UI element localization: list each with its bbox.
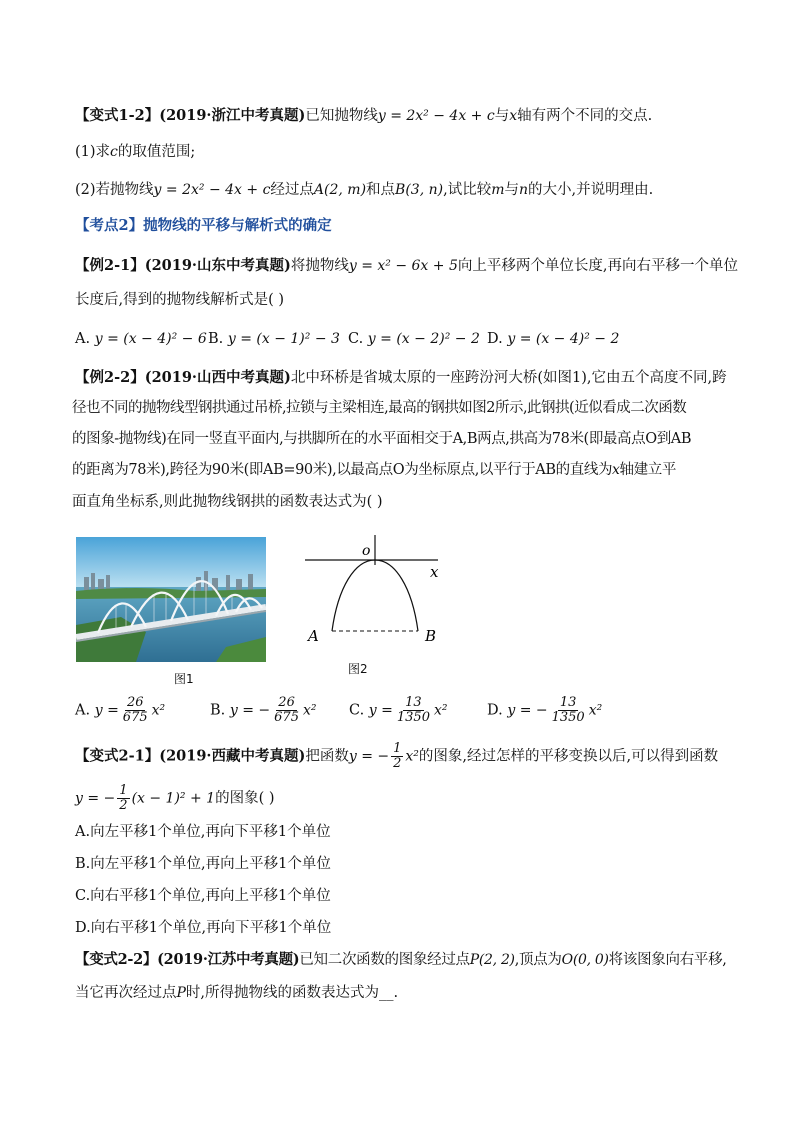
opt-label: C. — [349, 702, 365, 719]
frac-den: 2 — [119, 798, 128, 813]
frac-num: 26 — [278, 695, 295, 710]
parabola-diagram — [300, 535, 460, 653]
fig1-caption: 图1 — [174, 672, 194, 686]
e22-line4 — [72, 460, 676, 480]
frac-num: 1 — [393, 741, 402, 756]
label-a: A — [308, 627, 319, 645]
b22-l2-post: 时,所得抛物线的函数表达式为__. — [185, 985, 399, 1001]
opt-label: B. — [208, 331, 224, 347]
bridge-photo — [76, 537, 266, 662]
b12-text: 已知抛物线 — [305, 108, 378, 124]
e21-formula: y = x² − 6x + 5 — [348, 258, 458, 274]
b21-source: (2019·西藏中考真题) — [159, 747, 306, 765]
kaodian-heading — [75, 216, 332, 236]
b21-f2-pre: y = − — [75, 790, 116, 807]
b21-line1 — [75, 742, 718, 771]
opt-label: D. — [487, 331, 503, 347]
opt-expr: y = (x − 2)² − 2 — [367, 331, 480, 347]
e22-option-d[interactable] — [487, 696, 602, 725]
point-p: P(2, 2) — [469, 952, 515, 968]
e21-tag: 【例2-1】 — [75, 257, 145, 274]
parabola-curve — [332, 560, 418, 631]
opt-label: D. — [487, 702, 503, 719]
e22-line2: 径也不同的抛物线型钢拱通过吊桥,拉锁与主梁相连,最高的钢拱如图2所示,此钢拱(近似看成二次函数 — [72, 400, 687, 416]
e22-l4: 的距离为78米),跨径为90米(即AB=90米),以最高点O为坐标原点,以平行于AB的直线为 — [72, 462, 613, 478]
bridge-illustration — [76, 537, 266, 662]
point-a: A(2, m) — [313, 182, 367, 198]
frac-den: 675 — [274, 710, 299, 725]
b12-text2: 与 — [494, 108, 510, 124]
fig2-caption: 图2 — [348, 662, 368, 676]
b22-l2-pre: 当它再次经过点 — [75, 985, 177, 1001]
opt-fraction — [272, 696, 301, 725]
frac-num: 1 — [119, 783, 128, 798]
kaodian-tag: 【考点2】 — [75, 217, 144, 234]
b22-line2 — [75, 983, 398, 1003]
e21-option-d[interactable] — [487, 329, 619, 349]
opt-expr: y = (x − 4)² − 6 — [94, 331, 207, 347]
b12-q2 — [75, 180, 653, 200]
b12-q1-post: 的取值范围; — [117, 144, 196, 160]
b22-t2: ,顶点为 — [514, 952, 562, 968]
b12-q2-pre: (2)若抛物线 — [75, 182, 154, 198]
b12-q1-pre: (1)求 — [75, 144, 111, 160]
e21-option-a[interactable] — [75, 329, 207, 349]
opt-fraction — [550, 696, 587, 725]
b21-f1-post: x² — [405, 748, 419, 765]
label-b: B — [425, 627, 437, 645]
b12-formula: y = 2x² − 4x + c — [377, 108, 495, 124]
b21-f2-post: (x − 1)² + 1 — [131, 790, 216, 807]
b12-source: (2019·浙江中考真题) — [159, 107, 306, 124]
opt-expr: y = (x − 1)² − 3 — [227, 331, 340, 347]
opt-post: x² — [588, 702, 603, 719]
frac-num: 26 — [126, 695, 144, 710]
opt-fraction — [395, 696, 432, 725]
opt-label: A. — [75, 331, 91, 347]
e22-tag: 【例2-2】 — [75, 369, 145, 386]
b21-f1-fraction — [391, 742, 403, 771]
label-x: x — [430, 563, 439, 581]
b12-var-x: x — [509, 108, 518, 124]
b12-q2-mid: 经过点 — [270, 182, 314, 198]
b21-t3: 的图象( ) — [215, 790, 275, 807]
kaodian-title: 抛物线的平移与解析式的确定 — [143, 217, 332, 234]
e22-l1: 北中环桥是省城太原的一座跨汾河大桥(如图1),它由五个高度不同,跨 — [290, 370, 727, 386]
label-o: o — [362, 543, 371, 559]
var-n: n — [518, 182, 529, 198]
e21-line2: 长度后,得到的抛物线解析式是( ) — [75, 292, 285, 308]
e22-l4-end: 轴建立平 — [619, 462, 676, 478]
e22-l4-var: x — [612, 462, 620, 478]
b21-option-b[interactable]: B.向左平移1个单位,再向上平移1个单位 — [75, 856, 331, 872]
e21-source: (2019·山东中考真题) — [144, 257, 291, 274]
b12-tag: 【变式1-2】 — [75, 107, 160, 124]
frac-num: 13 — [559, 695, 577, 710]
e22-option-c[interactable] — [349, 696, 448, 725]
b12-q2-cmp: ,试比较 — [443, 182, 492, 198]
point-o: O(0, 0) — [561, 952, 609, 968]
opt-fraction — [121, 696, 150, 725]
var-m: m — [491, 182, 505, 198]
opt-pre: y = − — [229, 702, 271, 719]
e22-line1 — [75, 368, 727, 388]
frac-den: 1350 — [396, 710, 430, 725]
b12-line1 — [75, 106, 652, 126]
e21-option-b[interactable] — [208, 329, 340, 349]
b22-tag: 【变式2-2】 — [75, 951, 158, 968]
b21-option-a[interactable]: A.向左平移1个单位,再向下平移1个单位 — [75, 824, 331, 840]
frac-den: 2 — [393, 756, 402, 771]
b21-f2-fraction — [117, 784, 129, 813]
b12-q2-with: 与 — [504, 182, 519, 198]
b22-t3: 将该图象向右平移, — [608, 952, 727, 968]
b21-line2 — [75, 784, 275, 813]
e21-t1: 将抛物线 — [290, 258, 349, 274]
e22-source: (2019·山西中考真题) — [144, 369, 291, 386]
frac-den: 675 — [122, 710, 148, 725]
opt-post: x² — [151, 702, 166, 719]
b21-f1-pre: y = − — [348, 748, 390, 765]
b22-t1: 已知二次函数的图象经过点 — [299, 952, 470, 968]
opt-label: C. — [348, 331, 364, 347]
b21-option-c[interactable]: C.向右平移1个单位,再向上平移1个单位 — [75, 888, 331, 904]
b12-q2-formula: y = 2x² − 4x + c — [153, 182, 271, 198]
b21-t2: 的图象,经过怎样的平移变换以后,可以得到函数 — [418, 748, 719, 765]
b12-text3: 轴有两个不同的交点. — [517, 108, 653, 124]
opt-label: A. — [75, 702, 91, 719]
e22-line3: 的图象-抛物线)在同一竖直平面内,与拱脚所在的水平面相交于A,B两点,拱高为78米(即最高点O到AB — [72, 431, 692, 447]
opt-expr: y = (x − 4)² − 2 — [507, 331, 620, 347]
opt-pre: y = — [368, 702, 393, 719]
b12-q2-and: 和点 — [366, 182, 396, 198]
b21-option-d[interactable]: D.向右平移1个单位,再向下平移1个单位 — [75, 920, 332, 936]
b22-line1 — [75, 950, 727, 970]
opt-post: x² — [433, 702, 448, 719]
e22-option-b[interactable] — [210, 696, 317, 725]
opt-label: B. — [210, 702, 226, 719]
frac-num: 13 — [405, 695, 422, 710]
b22-l2-p: P — [176, 985, 186, 1001]
b22-source: (2019·江苏中考真题) — [157, 951, 300, 968]
b21-t1: 把函数 — [305, 748, 349, 765]
e21-option-c[interactable] — [348, 329, 480, 349]
e21-t2: 向上平移两个单位长度,再向右平移一个单位 — [457, 258, 738, 274]
e22-line5: 面直角坐标系,则此抛物线钢拱的函数表达式为( ) — [72, 494, 383, 510]
b21-tag: 【变式2-1】 — [75, 747, 160, 765]
opt-post: x² — [302, 702, 317, 719]
opt-pre: y = − — [507, 702, 548, 719]
frac-den: 1350 — [551, 710, 585, 725]
e21-line1 — [75, 256, 738, 276]
point-b: B(3, n) — [395, 182, 444, 198]
b12-q1 — [75, 142, 195, 162]
b12-q1-var: c — [110, 144, 118, 160]
b12-q2-end: 的大小,并说明理由. — [528, 182, 654, 198]
e22-option-a[interactable] — [75, 696, 165, 725]
opt-pre: y = — [94, 702, 119, 719]
